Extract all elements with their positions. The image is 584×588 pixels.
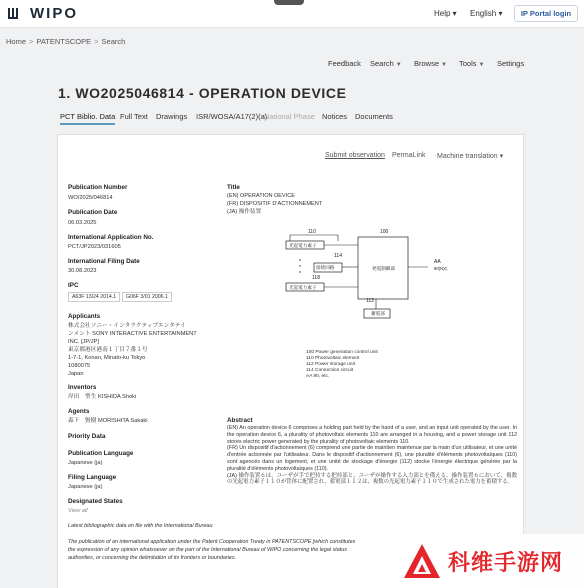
browser-notch [274, 0, 304, 5]
ref-label-114: 114 [334, 253, 342, 259]
tools-menu[interactable] [459, 59, 484, 68]
applicant-line: 1-7-1, Konan, Minato-ku Tokyo [68, 355, 146, 361]
disclaimer-line: authorities, or concerning the delimitation of its frontiers or boundaries. [68, 555, 237, 561]
ref-label-aa: AA [434, 259, 441, 265]
filing-language-label: Filing Language [68, 474, 117, 481]
publication-date-value: 06.03.2025 [68, 220, 97, 226]
pv-element-label-top: 光起電力素子 [289, 243, 317, 248]
tab-documents[interactable]: Documents [355, 112, 393, 121]
power-storage-label: 蓄電部 [371, 311, 385, 316]
publication-number-label: Publication Number [68, 184, 128, 191]
legend-line: 100 Power generation control unit [306, 350, 378, 355]
wipo-logo-text[interactable]: WIPO [30, 5, 78, 22]
watermark-logo-icon [402, 542, 442, 580]
settings-link[interactable]: Settings [497, 59, 525, 68]
applicant-line: INC. [JP/JP] [68, 339, 99, 345]
language-select[interactable]: English ▾ [470, 9, 503, 18]
publication-date-label: Publication Date [68, 209, 118, 216]
breadcrumb [6, 37, 125, 46]
designated-states-label: Designated States [68, 498, 123, 505]
ip-portal-login-button[interactable]: IP Portal login [514, 5, 578, 22]
patent-drawing[interactable] [278, 227, 458, 347]
browse-menu-label: Browse [414, 59, 440, 68]
submit-observation-link[interactable]: Submit observation [325, 152, 385, 159]
inventors-label: Inventors [68, 384, 97, 391]
agents-value: 森下 賢樹 MORISHITA Sakaki [68, 418, 148, 424]
connection-circuit-label: 接続回路 [316, 265, 335, 270]
tab-notices[interactable]: Notices [322, 112, 348, 121]
ipc-code[interactable]: G06F 3/01 2006.1 [122, 292, 172, 302]
search-menu[interactable] [370, 59, 402, 68]
chevron-down-icon: ▼ [395, 62, 402, 68]
filing-date-value: 30.08.2023 [68, 268, 97, 274]
tab-drawings[interactable]: Drawings [156, 112, 188, 121]
machine-translation-dropdown[interactable]: Machine translation ▾ [437, 153, 504, 160]
applicant-line: 1080075 [68, 363, 91, 369]
application-no-value: PCT/JP2023/031605 [68, 244, 121, 250]
filing-date-label: International Filing Date [68, 258, 140, 265]
top-header [0, 0, 584, 28]
tab-full-text[interactable]: Full Text [120, 112, 148, 121]
title-en: (EN) OPERATION DEVICE [227, 193, 295, 199]
search-menu-label: Search [370, 59, 394, 68]
ref-label-118: 118 [312, 275, 320, 281]
permalink-link[interactable]: PermaLink [392, 152, 426, 159]
filing-language-value: Japanese (ja) [68, 484, 103, 490]
legend-line: 112 Power storage unit [306, 362, 355, 367]
ref-label-100: 100 [380, 229, 389, 235]
ipc-code[interactable]: A63F 13/24 2014.1 [68, 292, 120, 302]
site-watermark [396, 534, 584, 588]
title-label: Title [227, 184, 240, 191]
inventors-value: 岸田 聖生 KISHIDA Shoki [68, 394, 137, 400]
tab-national-phase: National Phase [264, 112, 315, 121]
breadcrumb-patentscope[interactable]: PATENTSCOPE [36, 37, 92, 46]
priority-data-label: Priority Data [68, 433, 106, 440]
ref-label-112: 112 [366, 298, 374, 304]
ref-label-110: 110 [308, 229, 316, 235]
chevron-down-icon: ▼ [478, 62, 485, 68]
feedback-link[interactable]: Feedback [328, 59, 361, 68]
help-menu[interactable]: Help ▾ [434, 9, 457, 18]
pv-element-label-bottom: 光起電力素子 [289, 285, 317, 290]
tools-menu-label: Tools [459, 59, 477, 68]
breadcrumb-home[interactable]: Home [6, 37, 27, 46]
title-fr: (FR) DISPOSITIF D'ACTIONNEMENT [227, 201, 323, 207]
wipo-logo-icon[interactable] [8, 8, 18, 19]
abstract-fr: (FR) Un dispositif d'actionnement (6) comprend une partie de maintien maintenue par la main d'un utilisateur, et une unité d'entrée actionnée par l'utilisateur. Dans le dispositif d'actionnement (6), une pluralité d'éléments photovoltaïques (110) sont agencés dans un logement, et une unité de stockage d'énergie (112) stocke l'énergie électrique générée par la pluralité d'éléments photovoltaïques (110). [227, 445, 517, 472]
chevron-down-icon: ▼ [441, 62, 447, 68]
breadcrumb-search: Search [101, 37, 126, 46]
tab-isr-wosa[interactable]: ISR/WOSA/A17(2)(a) [196, 112, 268, 121]
applicant-line: 東京都港区港南１丁目７番１号 [68, 347, 148, 353]
publication-number-value: WO/2025/046814 [68, 195, 113, 201]
legend-line: 114 Connection circuit [306, 368, 354, 373]
disclaimer-line: the expression of any opinion whatsoever on the part of the International Bureau of WIPO concerning the legal status [68, 547, 347, 553]
view-all-link[interactable]: View all [68, 508, 88, 514]
ref-label-aa-sub: 90(N)C [434, 266, 448, 271]
latest-data-note: Latest bibliographic data on file with the International Bureau [68, 523, 213, 529]
drawing-legend [306, 350, 378, 380]
disclaimer-line: The publication of an international application under the Patent Cooperation Treaty in PATENTSCOPE [which constitutes [68, 539, 356, 545]
ipc-label: IPC [68, 282, 79, 289]
publication-language-value: Japanese (ja) [68, 460, 103, 466]
applicant-line: Japan [68, 371, 84, 377]
page-title: 1. WO2025046814 - OPERATION DEVICE [58, 85, 347, 101]
legend-line: AA 90, etc. [306, 374, 330, 379]
tab-pct-biblio-data[interactable]: PCT Biblio. Data [60, 112, 115, 125]
browse-menu[interactable] [414, 59, 447, 68]
breadcrumb-separator: > [94, 37, 99, 46]
application-no-label: International Application No. [68, 234, 154, 241]
abstract-ja: (JA) 操作装置６は、ユーザが手で把持する把持部と、ユーザが操作する入力部とを備える。操作装置６において、複数の光起電力素子１１０が筐体に配置され、蓄電部１１２は、複数の光起電力素子１１０で生成された電力を蓄積する。 [227, 472, 517, 486]
power-control-unit-label: 発電制御部 [372, 266, 395, 271]
applicant-line: 株式会社ソニー・インタラクティブエンタテイ [68, 323, 186, 329]
title-ja: (JA) 操作装置 [227, 209, 262, 215]
publication-language-label: Publication Language [68, 450, 134, 457]
abstract-label: Abstract [227, 417, 253, 424]
applicants-label: Applicants [68, 313, 101, 320]
abstract-text [227, 425, 517, 486]
abstract-en: (EN) An operation device 6 comprises a holding part held by the hand of a user, and an input unit operated by the user. In the operation device 6, a plurality of photovoltaic elements 110 are arranged in a housing, and a power storage unit 112 stores electric power generated by the plurality of photovoltaic elements 110. [227, 425, 517, 445]
watermark-text: 科维手游网 [448, 550, 564, 575]
legend-line: 110 Photovoltaic element [306, 356, 360, 361]
applicant-line: ンメント SONY INTERACTIVE ENTERTAINMENT [68, 331, 197, 337]
agents-label: Agents [68, 408, 90, 415]
breadcrumb-separator: > [29, 37, 34, 46]
